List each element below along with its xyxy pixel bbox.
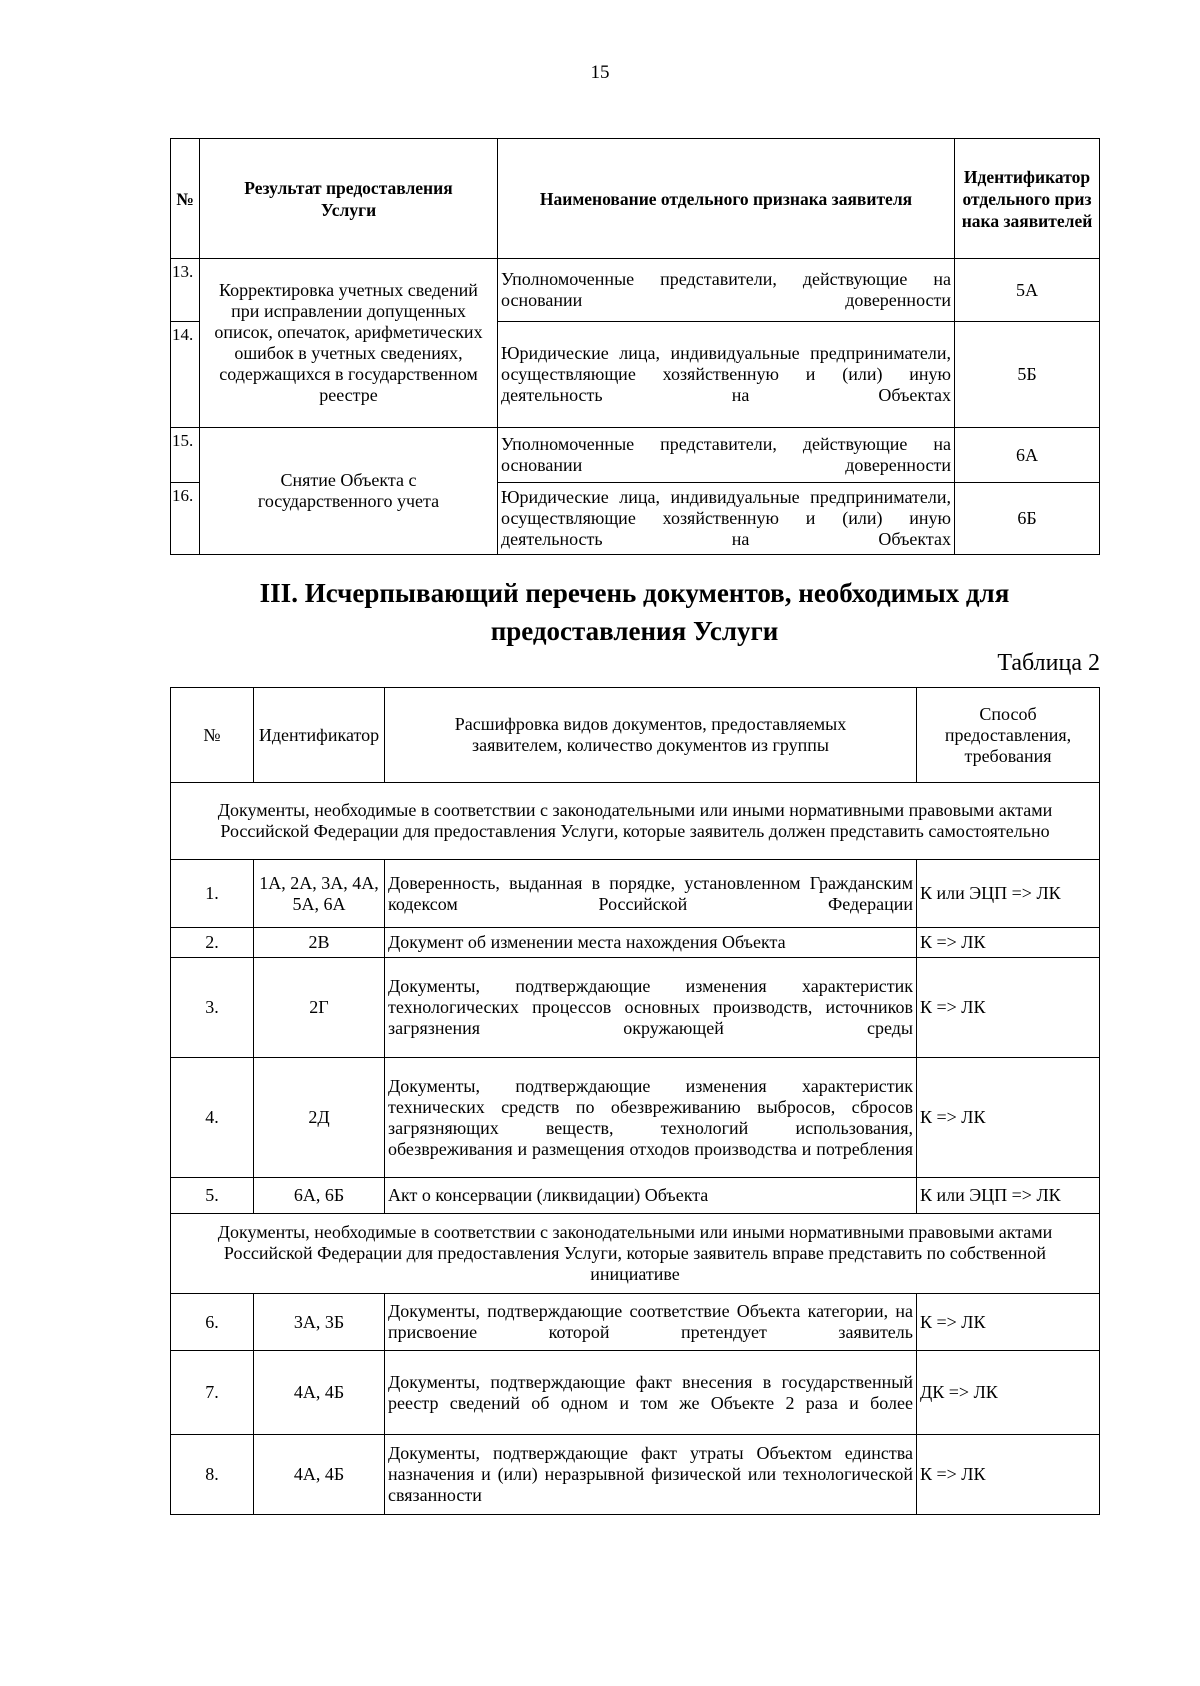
doc-method: К => ЛК xyxy=(917,958,1100,1058)
group-title-row xyxy=(171,783,1100,860)
doc-description: Документы, подтверждающие факт внесения в государственный реестр сведений об одном и том же Объекте 2 раза и более xyxy=(385,1351,917,1435)
row-number: 4. xyxy=(171,1058,254,1178)
table2-header-method: Способ предоставления, требования xyxy=(917,688,1100,783)
doc-method: ДК => ЛК xyxy=(917,1351,1100,1435)
doc-description: Доверенность, выданная в порядке, установленном Гражданским кодексом Российской Федерации xyxy=(385,860,917,928)
feature-name: Уполномоченные представители, действующие на основании доверенности xyxy=(498,428,955,483)
table2-header-row xyxy=(171,688,1100,783)
table-row xyxy=(171,1351,1100,1435)
doc-id: 2Г xyxy=(254,958,385,1058)
row-number: 13. xyxy=(171,259,200,322)
table-row xyxy=(171,1435,1100,1515)
row-number: 14. xyxy=(171,322,200,428)
doc-description: Документы, подтверждающие изменения характеристик технических средств по обезвреживанию выбросов, сбросов загрязняющих веществ, технологий использования, обезвреживания и размещения отходов производства и потребления xyxy=(385,1058,917,1178)
doc-description: Акт о консервации (ликвидации) Объекта xyxy=(385,1178,917,1214)
documents-table xyxy=(170,687,1100,1515)
doc-id: 4А, 4Б xyxy=(254,1351,385,1435)
feature-id: 5Б xyxy=(955,322,1100,428)
feature-name: Уполномоченные представители, действующие на основании доверенности xyxy=(498,259,955,322)
doc-description: Документ об изменении места нахождения Объекта xyxy=(385,928,917,958)
group-title: Документы, необходимые в соответствии с законодательными или иными нормативными правовыми актами Российской Федерации для предоставления Услуги, которые заявитель вправе представить по собственной инициативе xyxy=(171,1214,1100,1294)
row-number: 6. xyxy=(171,1294,254,1351)
table-row xyxy=(171,958,1100,1058)
doc-id: 1А, 2А, 3А, 4А, 5А, 6А xyxy=(254,860,385,928)
doc-method: К или ЭЦП => ЛК xyxy=(917,1178,1100,1214)
table1-header-row xyxy=(171,139,1100,259)
table-row xyxy=(171,1178,1100,1214)
table-label: Таблица 2 xyxy=(997,650,1100,676)
table-row xyxy=(171,1058,1100,1178)
doc-method: К => ЛК xyxy=(917,1435,1100,1515)
table-row xyxy=(171,1294,1100,1351)
section-title: III. Исчерпывающий перечень документов, необходимых для предоставления Услуги xyxy=(259,578,1010,646)
row-number: 2. xyxy=(171,928,254,958)
feature-id: 5А xyxy=(955,259,1100,322)
row-number: 1. xyxy=(171,860,254,928)
doc-id: 2В xyxy=(254,928,385,958)
feature-name: Юридические лица, индивидуальные предприниматели, осуществляющие хозяйственную и (или) иную деятельность на Объектах xyxy=(498,483,955,555)
row-number: 15. xyxy=(171,428,200,483)
page-number: 15 xyxy=(590,62,610,83)
group-title-row xyxy=(171,1214,1100,1294)
doc-id: 6А, 6Б xyxy=(254,1178,385,1214)
row-number: 7. xyxy=(171,1351,254,1435)
doc-id: 4А, 4Б xyxy=(254,1435,385,1515)
result-cell: Снятие Объекта с государственного учета xyxy=(200,428,498,555)
table1-header-name: Наименование отдельного признака заявителя xyxy=(498,139,955,259)
doc-description: Документы, подтверждающие изменения характеристик технологических процессов основных производств, источников загрязнения окружающей среды xyxy=(385,958,917,1058)
feature-id: 6А xyxy=(955,428,1100,483)
doc-description: Документы, подтверждающие факт утраты Объектом единства назначения и (или) неразрывной физической или технологической связанности xyxy=(385,1435,917,1515)
doc-method: К или ЭЦП => ЛК xyxy=(917,860,1100,928)
table-row xyxy=(171,428,1100,483)
table-row xyxy=(171,860,1100,928)
table2-header-id: Идентификатор xyxy=(254,688,385,783)
group-title: Документы, необходимые в соответствии с законодательными или иными нормативными правовыми актами Российской Федерации для предоставления Услуги, которые заявитель должен представить самостоятельно xyxy=(171,783,1100,860)
doc-id: 3А, 3Б xyxy=(254,1294,385,1351)
feature-id: 6Б xyxy=(955,483,1100,555)
feature-name: Юридические лица, индивидуальные предприниматели, осуществляющие хозяйственную и (или) иную деятельность на Объектах xyxy=(498,322,955,428)
table1-header-num: № xyxy=(171,139,200,259)
row-number: 3. xyxy=(171,958,254,1058)
table1-header-id: Идентификатор отдельного признака заявителей xyxy=(955,139,1100,259)
table2-header-num: № xyxy=(171,688,254,783)
doc-id: 2Д xyxy=(254,1058,385,1178)
table-row xyxy=(171,928,1100,958)
table2-header-desc: Расшифровка видов документов, предоставляемых заявителем, количество документов из группы xyxy=(385,688,917,783)
table1-header-result: Результат предоставления Услуги xyxy=(200,139,498,259)
row-number: 16. xyxy=(171,483,200,555)
doc-method: К => ЛК xyxy=(917,1294,1100,1351)
result-cell: Корректировка учетных сведений при исправлении допущенных описок, опечаток, арифметических ошибок в учетных сведениях, содержащихся в государственном реестре xyxy=(200,259,498,428)
applicant-features-table xyxy=(170,138,1100,555)
doc-description: Документы, подтверждающие соответствие Объекта категории, на присвоение которой претендует заявитель xyxy=(385,1294,917,1351)
table-row xyxy=(171,259,1100,322)
doc-method: К => ЛК xyxy=(917,1058,1100,1178)
row-number: 8. xyxy=(171,1435,254,1515)
row-number: 5. xyxy=(171,1178,254,1214)
doc-method: К => ЛК xyxy=(917,928,1100,958)
